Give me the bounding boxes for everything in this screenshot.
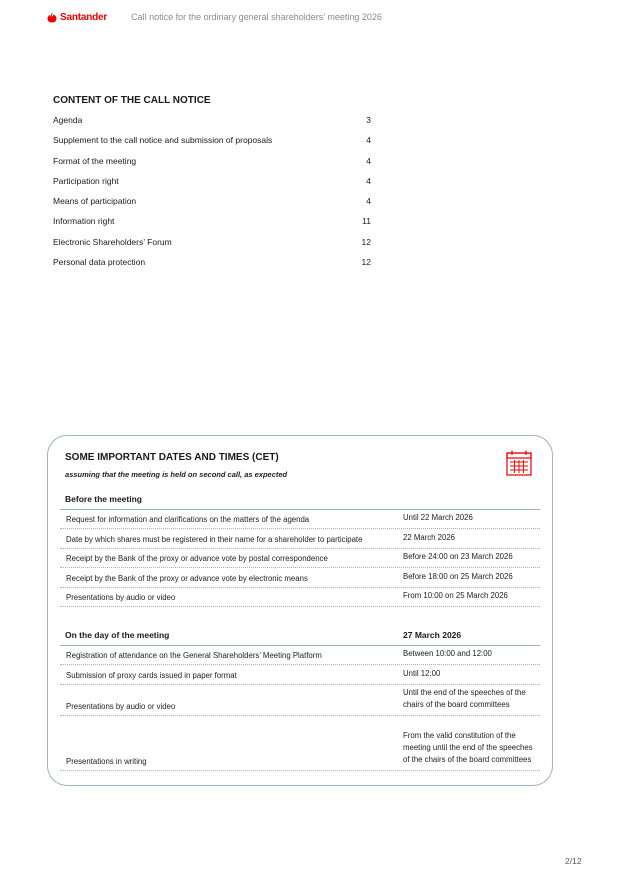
toc-title: CONTENT OF THE CALL NOTICE <box>53 95 211 106</box>
row-when: From 10:00 on 25 March 2026 <box>403 591 508 600</box>
row-item: Presentations in writing <box>66 757 147 766</box>
meeting-date: 27 March 2026 <box>403 630 462 640</box>
row-item: Request for information and clarifications on the matters of the agenda <box>66 515 310 524</box>
toc-item-page: 4 <box>366 135 371 146</box>
toc-item-label: Format of the meeting <box>53 155 137 166</box>
toc-item-label: Means of participation <box>53 196 137 207</box>
table-row <box>60 568 540 588</box>
row-when: 22 March 2026 <box>403 533 456 542</box>
toc-item[interactable] <box>53 237 373 257</box>
toc-item-page: 4 <box>366 155 371 166</box>
dates-title: SOME IMPORTANT DATES AND TIMES (CET) <box>65 452 279 463</box>
toc-item-page: 3 <box>366 115 371 125</box>
table-row <box>60 685 540 716</box>
toc-item[interactable] <box>53 156 373 176</box>
row-item: Receipt by the Bank of the proxy or advance vote by electronic means <box>66 574 308 583</box>
row-item: Presentations by audio or video <box>66 702 176 711</box>
table-row <box>60 529 540 549</box>
row-when: From the valid constitution of the meeting until the end of the speeches of the chairs of the board committees <box>403 731 533 764</box>
table-row <box>60 510 540 529</box>
important-dates-box <box>47 435 553 786</box>
table-row <box>60 665 540 685</box>
toc-item-page: 4 <box>366 175 371 186</box>
toc-item[interactable] <box>53 115 373 135</box>
row-item: Receipt by the Bank of the proxy or advance vote by postal correspondence <box>66 554 328 563</box>
toc-item[interactable] <box>53 257 373 277</box>
page-number: 2/12 <box>565 856 582 866</box>
toc-item-label: Information right <box>53 216 115 227</box>
toc-item-label: Participation right <box>53 175 119 186</box>
day-of-meeting-heading: On the day of the meeting <box>65 630 170 640</box>
before-meeting-heading: Before the meeting <box>65 494 142 504</box>
brand-name: Santander <box>60 11 108 23</box>
toc-item-label: Agenda <box>53 115 83 125</box>
dates-subtitle: assuming that the meeting is held on second call, as expected <box>65 470 288 479</box>
document-title: Call notice for the ordinary general shareholders’ meeting 2026 <box>131 12 382 22</box>
row-item: Submission of proxy cards issued in paper format <box>66 671 237 680</box>
toc-item-page: 4 <box>366 196 371 207</box>
row-when: Before 18:00 on 25 March 2026 <box>403 572 513 581</box>
toc-item-page: 12 <box>361 257 371 268</box>
row-item: Presentations by audio or video <box>66 593 176 602</box>
row-when: Until 12:00 <box>403 669 441 678</box>
toc-item-page: 11 <box>362 216 371 227</box>
row-item: Registration of attendance on the General Shareholders’ Meeting Platform <box>66 651 322 660</box>
row-item: Date by which shares must be registered in their name for a shareholder to participate <box>66 535 363 544</box>
toc-item[interactable] <box>53 135 373 155</box>
table-row <box>60 549 540 568</box>
table-row <box>60 716 540 771</box>
row-when: Until the end of the speeches of the chairs of the board committees <box>403 688 526 709</box>
toc-item[interactable] <box>53 196 373 216</box>
santander-logo <box>47 12 107 23</box>
table-row <box>60 646 540 665</box>
toc-item-label: Electronic Shareholders’ Forum <box>53 236 172 247</box>
page-header <box>47 10 382 24</box>
table-of-contents <box>53 95 373 277</box>
toc-item-label: Supplement to the call notice and submission of proposals <box>53 135 273 146</box>
flame-icon <box>47 12 57 23</box>
toc-item[interactable] <box>53 176 373 196</box>
row-when: Before 24:00 on 23 March 2026 <box>403 552 513 561</box>
toc-item-page: 12 <box>361 236 371 247</box>
row-when: Until 22 March 2026 <box>403 513 473 522</box>
calendar-icon <box>505 449 533 482</box>
table-row <box>60 588 540 607</box>
row-when: Between 10:00 and 12:00 <box>403 649 492 658</box>
toc-item-label: Personal data protection <box>53 257 146 268</box>
toc-item[interactable] <box>53 216 373 236</box>
